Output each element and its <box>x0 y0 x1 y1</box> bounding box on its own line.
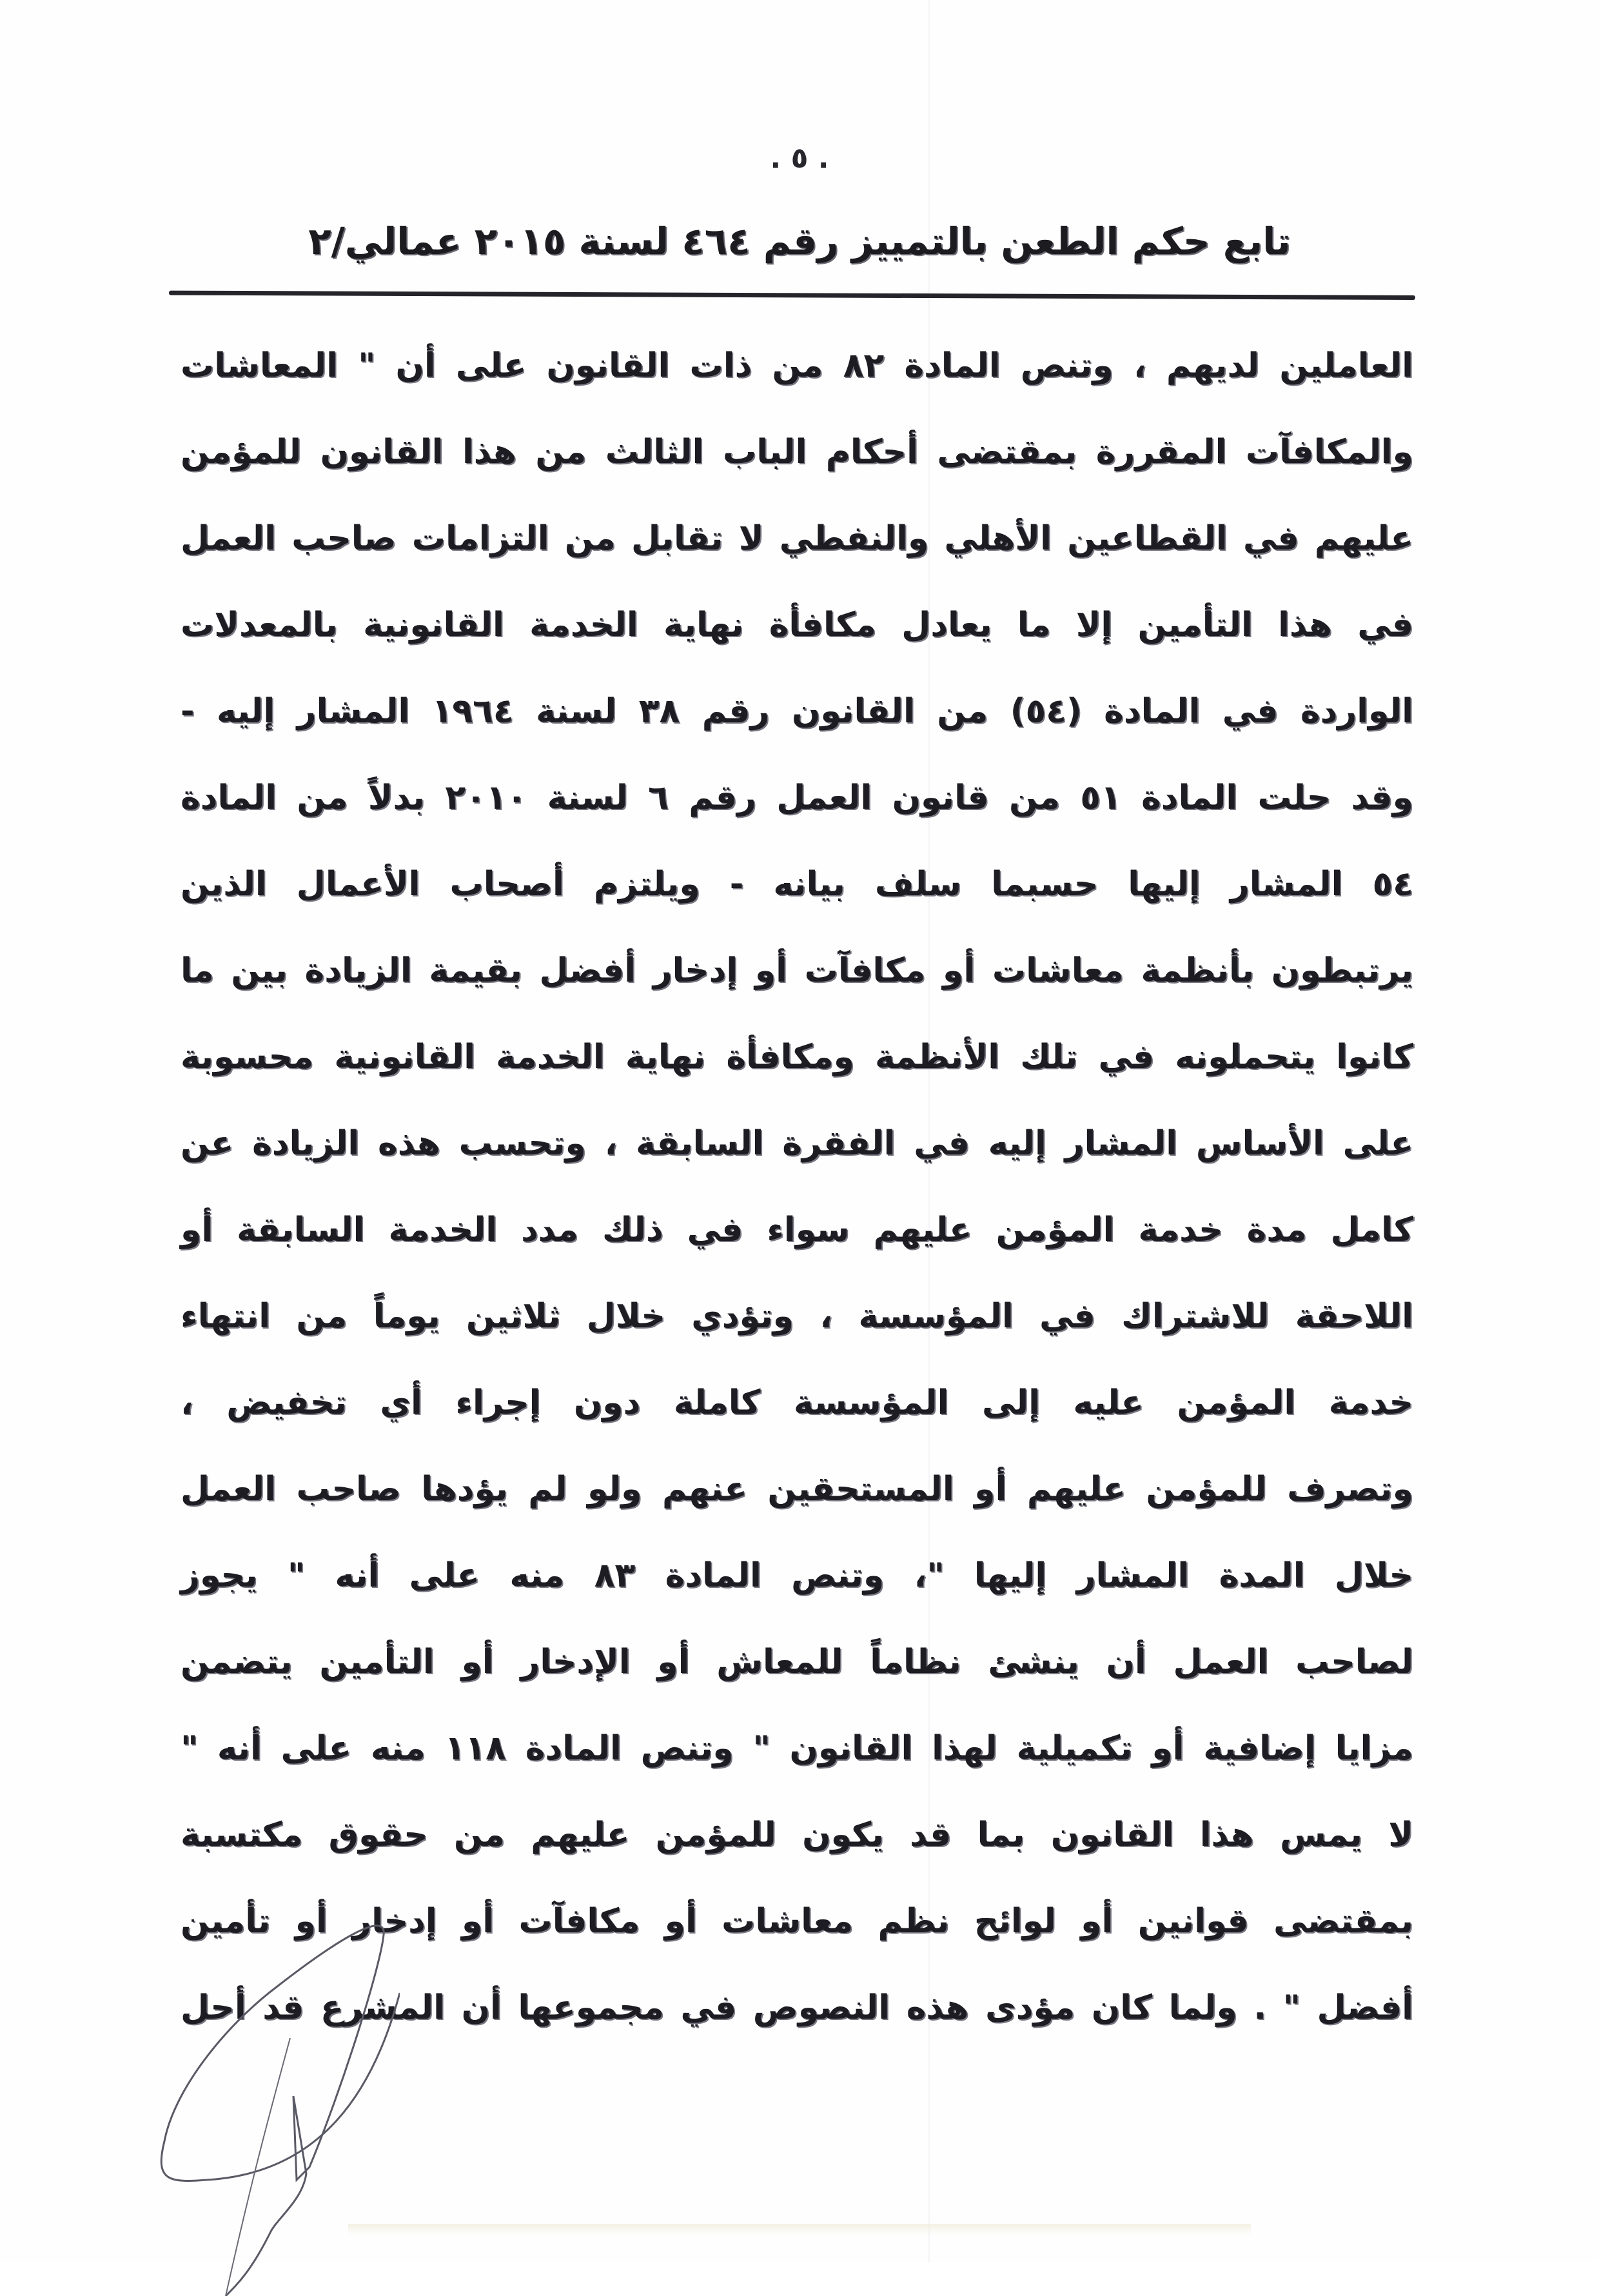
body-line-12: اللاحقة للاشتراك في المؤسسة ، وتؤدي خلال ثلاثين يوماً من انتهاء <box>181 1297 1413 1336</box>
body-line-13: خدمة المؤمن عليه إلى المؤسسة كاملة دون إجراء أي تخفيض ، <box>181 1383 1413 1422</box>
body-line-1: العاملين لديهم ، وتنص المادة ٨٢ من ذات القانون على أن " المعاشات <box>181 346 1413 385</box>
body-line-3: عليهم في القطاعين الأهلي والنفطي لا تقابل من التزامات صاحب العمل <box>181 519 1413 558</box>
body-line-9: كانوا يتحملونه في تلك الأنظمة ومكافأة نهاية الخدمة القانونية محسوبة <box>181 1038 1413 1076</box>
scan-edge-shadow <box>348 2224 1251 2235</box>
body-line-7: ٥٤ المشار إليها حسبما سلف بيانه - ويلتزم أصحاب الأعمال الذين <box>181 865 1413 904</box>
body-line-17: مزايا إضافية أو تكميلية لهذا القانون " وتنص المادة ١١٨ منه على أنه " <box>181 1729 1413 1768</box>
body-line-2: والمكافآت المقررة بمقتضى أحكام الباب الثالث من هذا القانون للمؤمن <box>181 433 1413 471</box>
body-line-19: بمقتضى قوانين أو لوائح نظم معاشات أو مكافآت أو إدخار أو تأمين <box>181 1902 1413 1941</box>
header-divider <box>169 291 1415 300</box>
body-line-6: وقد حلت المادة ٥١ من قانون العمل رقم ٦ لسنة ٢٠١٠ بدلاً من المادة <box>181 778 1413 817</box>
page-number: . ٥ . <box>770 142 829 175</box>
body-line-15: خلال المدة المشار إليها "، وتنص المادة ٨٣ منه على أنه " يجوز <box>181 1556 1413 1595</box>
body-line-10: على الأساس المشار إليه في الفقرة السابقة ، وتحسب هذه الزيادة عن <box>181 1124 1413 1163</box>
body-line-14: وتصرف للمؤمن عليهم أو المستحقين عنهم ولو لم يؤدها صاحب العمل <box>181 1470 1413 1509</box>
body-line-4: في هذا التأمين إلا ما يعادل مكافأة نهاية الخدمة القانونية بالمعدلات <box>181 606 1413 644</box>
body-line-20: أفضل " . ولما كان مؤدى هذه النصوص في مجموعها أن المشرع قد أحل <box>181 1988 1413 2027</box>
body-line-11: كامل مدة خدمة المؤمن عليهم سواء في ذلك مدد الخدمة السابقة أو <box>181 1211 1413 1249</box>
case-header-title: تابع حكم الطعن بالتمييز رقم ٤٦٤ لسنة ٢٠١٥ عمالي/٢ <box>308 219 1291 263</box>
body-line-5: الواردة في المادة (٥٤) من القانون رقم ٣٨ لسنة ١٩٦٤ المشار إليه - <box>181 692 1413 731</box>
judgment-body <box>181 322 1413 2051</box>
body-line-18: لا يمس هذا القانون بما قد يكون للمؤمن عليهم من حقوق مكتسبة <box>181 1816 1413 1854</box>
body-line-8: يرتبطون بأنظمة معاشات أو مكافآت أو إدخار أفضل بقيمة الزيادة بين ما <box>181 951 1413 990</box>
body-line-16: لصاحب العمل أن ينشئ نظاماً للمعاش أو الإدخار أو التأمين يتضمن <box>181 1643 1413 1681</box>
signature-tail-stroke <box>226 2038 290 2296</box>
